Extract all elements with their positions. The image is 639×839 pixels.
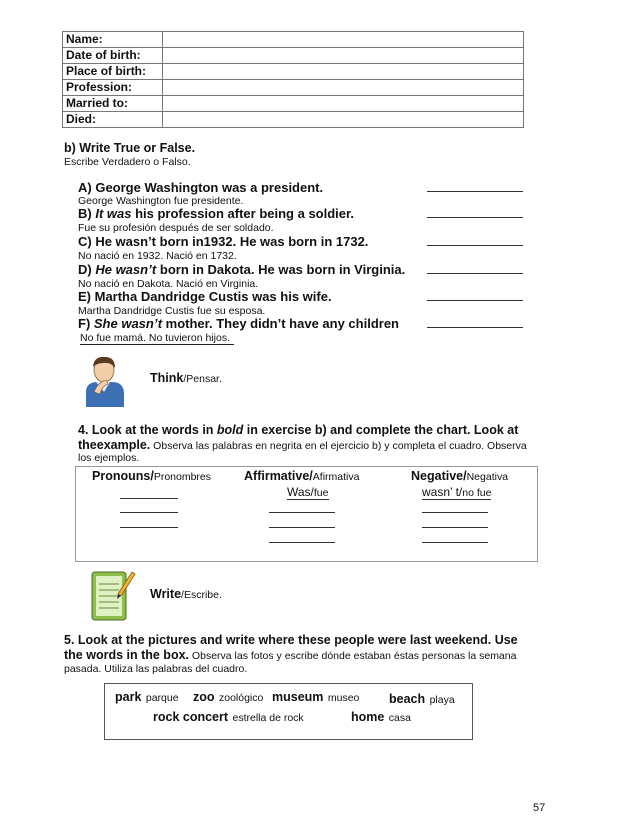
section-b-title: b) Write True or False.: [64, 141, 196, 155]
header-sub: Pronombres: [153, 471, 212, 483]
example-sub: fue: [313, 487, 329, 499]
word-translation: casa: [388, 712, 411, 724]
section-5-line2: [64, 648, 516, 662]
word-translation: parque: [145, 692, 179, 704]
header-sub: Negativa: [466, 471, 509, 483]
word: museum: [272, 690, 324, 704]
write-translation: /Escribe.: [181, 589, 222, 601]
info-value-cell[interactable]: [163, 32, 524, 48]
negative-example: [422, 485, 491, 500]
section-4-line1: [78, 423, 518, 437]
word-translation: playa: [429, 694, 455, 706]
info-label: Name:: [63, 32, 163, 48]
translation-b: Fue su profesión después de ser soldado.: [78, 222, 274, 234]
word-zoo: [193, 688, 263, 706]
word-box: [104, 683, 473, 740]
personal-info-table: [62, 31, 524, 128]
s4-text: 4. Look at the words in: [78, 423, 217, 437]
translation-f: No fue mamá. No tuvieron hijos.: [80, 332, 234, 345]
affirmative-blank[interactable]: [269, 511, 335, 513]
translation-e: Martha Dandridge Custis fue su esposa.: [78, 305, 266, 317]
chart-header-negative: [411, 469, 508, 483]
info-value-cell[interactable]: [163, 112, 524, 128]
negative-blank[interactable]: [422, 526, 488, 528]
info-value-cell[interactable]: [163, 96, 524, 112]
s5-spanish: Observa las fotos y escribe dónde estaban éstas personas la semana: [189, 650, 517, 662]
statement-f: [78, 316, 399, 331]
word-translation: museo: [327, 692, 360, 704]
affirmative-blank[interactable]: [269, 541, 335, 543]
think-translation: /Pensar.: [183, 373, 222, 385]
info-label: Place of birth:: [63, 64, 163, 80]
affirmative-blank[interactable]: [269, 526, 335, 528]
header-bold: Affirmative/: [244, 469, 313, 483]
pronoun-blank[interactable]: [120, 497, 178, 499]
statement-text: C) He wasn’t born in1932. He was born in 1732.: [78, 234, 369, 249]
section-5-line1: 5. Look at the pictures and write where these people were last weekend. Use: [64, 633, 518, 647]
section-4-line2: [78, 438, 527, 452]
s4-spanish: Observa las palabras en negrita en el ejercicio b) y completa el cuadro. Observa: [150, 440, 527, 452]
write-label: [150, 587, 222, 601]
pronoun-blank[interactable]: [120, 511, 178, 513]
word-museum: [272, 688, 359, 706]
statement-text: mother. They didn’t have any children: [162, 316, 399, 331]
table-row: [63, 48, 524, 64]
page-number: 57: [533, 802, 546, 814]
table-row: [63, 112, 524, 128]
grammar-chart: [75, 466, 538, 562]
translation-c: No nació en 1932. Nació en 1732.: [78, 250, 237, 262]
think-bold: Think: [150, 371, 184, 385]
answer-blank-a[interactable]: [427, 190, 523, 192]
statement-text: E) Martha Dandridge Custis was his wife.: [78, 289, 332, 304]
statement-text: B): [78, 206, 96, 221]
info-value-cell[interactable]: [163, 80, 524, 96]
thinking-person-icon: [80, 352, 128, 407]
statement-b: [78, 206, 354, 221]
s5-bold: the words in the box.: [64, 648, 190, 662]
statement-text: D): [78, 262, 96, 277]
translation-d: No nació en Dakota. Nació en Virginia.: [78, 278, 259, 290]
header-bold: Negative/: [411, 469, 467, 483]
header-sub: Afirmativa: [312, 471, 360, 483]
statement-emphasis: He wasn’t: [95, 262, 157, 277]
think-label: [150, 371, 222, 385]
word: beach: [389, 692, 426, 706]
translation-a: George Washington fue presidente.: [78, 195, 244, 207]
statement-d: [78, 262, 405, 277]
table-row: [63, 80, 524, 96]
answer-blank-c[interactable]: [427, 244, 523, 246]
word-rock-concert: [153, 708, 304, 726]
example-sub: no fue: [462, 487, 492, 499]
statement-text: A) George Washington was a president.: [78, 180, 324, 195]
pronoun-blank[interactable]: [120, 526, 178, 528]
s4-text: in exercise b) and complete the chart. Look at: [243, 423, 519, 437]
word: rock concert: [153, 710, 229, 724]
info-value-cell[interactable]: [163, 64, 524, 80]
word: park: [115, 690, 142, 704]
statement-text: F): [78, 316, 94, 331]
word-beach: [389, 690, 455, 708]
write-bold: Write: [150, 587, 182, 601]
section-5-line3: pasada. Utiliza las palabras del cuadro.: [64, 663, 248, 675]
info-label: Died:: [63, 112, 163, 128]
section-4-line3: los ejemplos.: [78, 452, 140, 464]
statement-emphasis: She wasn’t: [93, 316, 163, 331]
word: zoo: [193, 690, 215, 704]
statement-a: [78, 180, 323, 195]
header-bold: Pronouns/: [92, 469, 154, 483]
chart-header-pronouns: [92, 469, 211, 483]
example-main: wasn’ t/: [422, 485, 463, 499]
example-main: Was/: [287, 485, 314, 499]
info-label: Date of birth:: [63, 48, 163, 64]
statement-emphasis: It was: [95, 206, 132, 221]
word-translation: estrella de rock: [232, 712, 304, 724]
answer-blank-f[interactable]: [427, 326, 523, 328]
word: home: [351, 710, 385, 724]
notepad-pencil-icon: [88, 566, 136, 624]
info-value-cell[interactable]: [163, 48, 524, 64]
s4-bold: theexample.: [78, 438, 151, 452]
word-home: [351, 708, 411, 726]
s4-emphasis: bold: [216, 423, 244, 437]
table-row: [63, 64, 524, 80]
info-label: Married to:: [63, 96, 163, 112]
section-b-subtitle: Escribe Verdadero o Falso.: [64, 156, 191, 168]
negative-blank[interactable]: [422, 511, 488, 513]
statement-text: his profession after being a soldier.: [131, 206, 354, 221]
info-label: Profession:: [63, 80, 163, 96]
word-translation: zoológico: [218, 692, 264, 704]
answer-blank-d[interactable]: [427, 272, 523, 274]
statement-c: [78, 234, 368, 249]
negative-blank[interactable]: [422, 541, 488, 543]
affirmative-example: [287, 485, 329, 500]
chart-header-affirmative: [244, 469, 359, 483]
answer-blank-b[interactable]: [427, 216, 523, 218]
answer-blank-e[interactable]: [427, 299, 523, 301]
table-row: [63, 96, 524, 112]
word-park: [115, 688, 179, 706]
table-row: [63, 32, 524, 48]
statement-e: [78, 289, 332, 304]
statement-text: born in Dakota. He was born in Virginia.: [156, 262, 406, 277]
